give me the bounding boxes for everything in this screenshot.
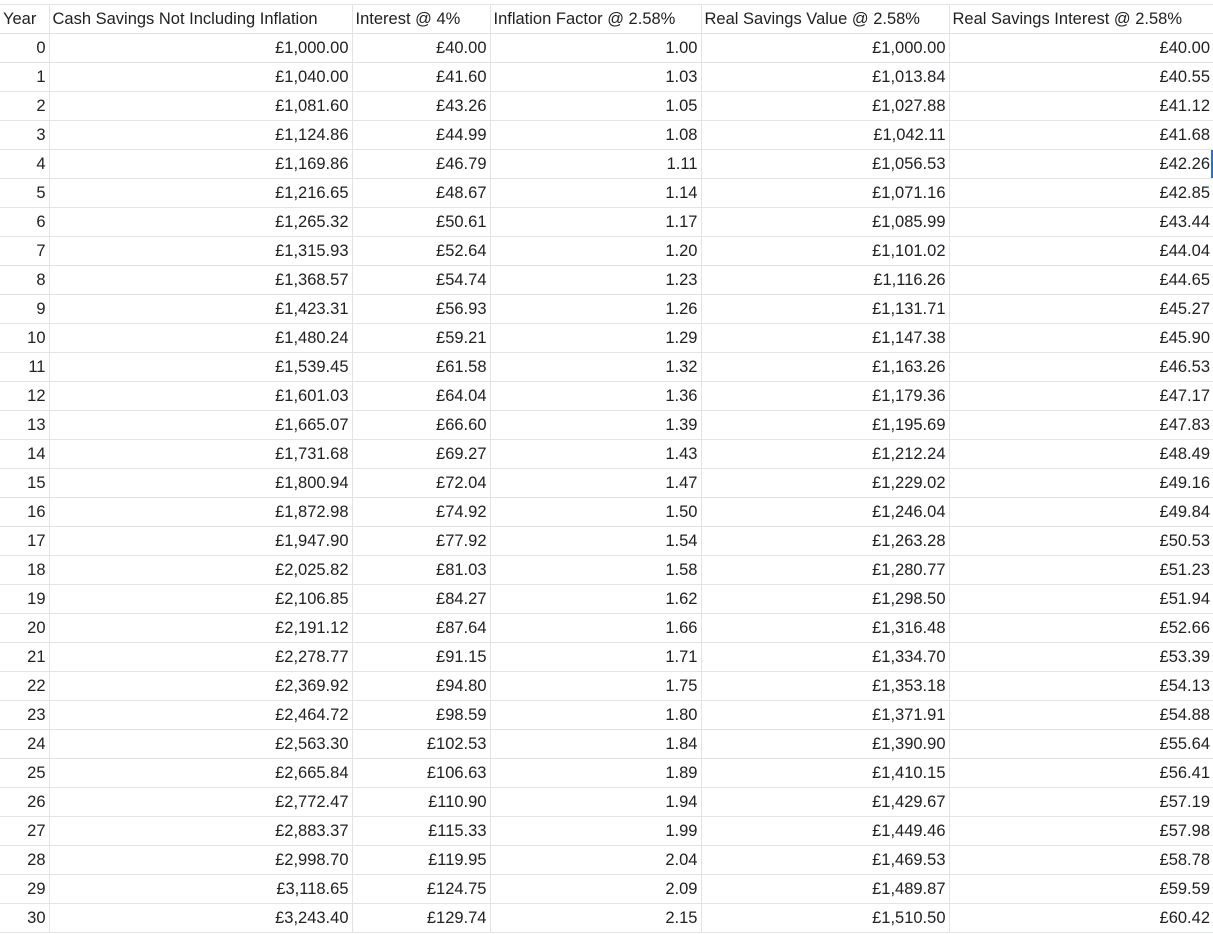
cell-year[interactable]: 7 bbox=[0, 237, 49, 266]
cell-real-savings-interest[interactable]: £47.17 bbox=[949, 382, 1213, 411]
cell-year[interactable]: 30 bbox=[0, 904, 49, 933]
cell-interest[interactable]: £129.74 bbox=[352, 904, 490, 933]
cell-real-savings-value[interactable]: £1,056.53 bbox=[701, 150, 949, 179]
table-row bbox=[0, 498, 1213, 527]
table-row bbox=[0, 440, 1213, 469]
cell-year[interactable]: 11 bbox=[0, 353, 49, 382]
cell-cash-savings[interactable]: £3,118.65 bbox=[49, 875, 352, 904]
cell-real-savings-interest[interactable]: £54.13 bbox=[949, 672, 1213, 701]
table-row bbox=[0, 469, 1213, 498]
cell-cash-savings[interactable]: £1,480.24 bbox=[49, 324, 352, 353]
cell-inflation-factor[interactable]: 1.84 bbox=[490, 730, 701, 759]
cell-real-savings-value[interactable]: £1,013.84 bbox=[701, 63, 949, 92]
header-cell-inflation-factor[interactable]: Inflation Factor @ 2.58% bbox=[490, 5, 701, 34]
cell-real-savings-value[interactable]: £1,334.70 bbox=[701, 643, 949, 672]
cell-real-savings-interest[interactable]: £44.65 bbox=[949, 266, 1213, 295]
cell-interest[interactable]: £48.67 bbox=[352, 179, 490, 208]
table-row bbox=[0, 556, 1213, 585]
cell-real-savings-interest[interactable]: £49.84 bbox=[949, 498, 1213, 527]
cell-year[interactable]: 20 bbox=[0, 614, 49, 643]
cell-interest[interactable]: £74.92 bbox=[352, 498, 490, 527]
cell-year[interactable]: 6 bbox=[0, 208, 49, 237]
cell-real-savings-interest[interactable]: £41.68 bbox=[949, 121, 1213, 150]
cell-real-savings-value[interactable]: £1,229.02 bbox=[701, 469, 949, 498]
cell-year[interactable]: 16 bbox=[0, 498, 49, 527]
cell-interest[interactable]: £54.74 bbox=[352, 266, 490, 295]
cell-cash-savings[interactable]: £1,423.31 bbox=[49, 295, 352, 324]
cell-real-savings-value[interactable]: £1,042.11 bbox=[701, 121, 949, 150]
cell-cash-savings[interactable]: £2,025.82 bbox=[49, 556, 352, 585]
table-row bbox=[0, 672, 1213, 701]
cell-interest[interactable]: £59.21 bbox=[352, 324, 490, 353]
table-row bbox=[0, 759, 1213, 788]
cell-real-savings-value[interactable]: £1,469.53 bbox=[701, 846, 949, 875]
table-row bbox=[0, 92, 1213, 121]
cell-year[interactable]: 1 bbox=[0, 63, 49, 92]
cell-real-savings-interest[interactable]: £51.23 bbox=[949, 556, 1213, 585]
cell-real-savings-interest[interactable]: £46.53 bbox=[949, 353, 1213, 382]
cell-inflation-factor[interactable]: 1.47 bbox=[490, 469, 701, 498]
cell-real-savings-interest[interactable]: £51.94 bbox=[949, 585, 1213, 614]
cell-year[interactable]: 4 bbox=[0, 150, 49, 179]
cell-inflation-factor[interactable]: 2.04 bbox=[490, 846, 701, 875]
cell-interest[interactable]: £46.79 bbox=[352, 150, 490, 179]
cell-cash-savings[interactable]: £1,265.32 bbox=[49, 208, 352, 237]
cell-real-savings-value[interactable]: £1,101.02 bbox=[701, 237, 949, 266]
cell-interest[interactable]: £72.04 bbox=[352, 469, 490, 498]
cell-interest[interactable]: £50.61 bbox=[352, 208, 490, 237]
cell-inflation-factor[interactable]: 1.50 bbox=[490, 498, 701, 527]
cell-year[interactable]: 29 bbox=[0, 875, 49, 904]
cell-year[interactable]: 28 bbox=[0, 846, 49, 875]
cell-real-savings-interest[interactable]: £50.53 bbox=[949, 527, 1213, 556]
cell-cash-savings[interactable]: £2,191.12 bbox=[49, 614, 352, 643]
table-row bbox=[0, 904, 1213, 933]
cell-cash-savings[interactable]: £1,800.94 bbox=[49, 469, 352, 498]
table-row bbox=[0, 701, 1213, 730]
cell-real-savings-value[interactable]: £1,390.90 bbox=[701, 730, 949, 759]
table-row bbox=[0, 179, 1213, 208]
cell-real-savings-value[interactable]: £1,071.16 bbox=[701, 179, 949, 208]
cell-interest[interactable]: £77.92 bbox=[352, 527, 490, 556]
cell-year[interactable]: 0 bbox=[0, 34, 49, 63]
cell-inflation-factor[interactable]: 1.05 bbox=[490, 92, 701, 121]
cell-inflation-factor[interactable]: 1.75 bbox=[490, 672, 701, 701]
cell-inflation-factor[interactable]: 1.62 bbox=[490, 585, 701, 614]
cell-real-savings-value[interactable]: £1,510.50 bbox=[701, 904, 949, 933]
cell-real-savings-value[interactable]: £1,131.71 bbox=[701, 295, 949, 324]
table-row bbox=[0, 324, 1213, 353]
table-row bbox=[0, 846, 1213, 875]
cell-interest[interactable]: £84.27 bbox=[352, 585, 490, 614]
header-cell-interest[interactable]: Interest @ 4% bbox=[352, 5, 490, 34]
table-row bbox=[0, 643, 1213, 672]
cell-cash-savings[interactable]: £2,563.30 bbox=[49, 730, 352, 759]
cell-year[interactable]: 12 bbox=[0, 382, 49, 411]
cell-real-savings-value[interactable]: £1,000.00 bbox=[701, 34, 949, 63]
cell-cash-savings[interactable]: £2,998.70 bbox=[49, 846, 352, 875]
cell-interest[interactable]: £61.58 bbox=[352, 353, 490, 382]
cell-inflation-factor[interactable]: 1.17 bbox=[490, 208, 701, 237]
cell-real-savings-interest[interactable]: £54.88 bbox=[949, 701, 1213, 730]
cell-cash-savings[interactable]: £1,315.93 bbox=[49, 237, 352, 266]
cell-real-savings-interest[interactable]: £42.85 bbox=[949, 179, 1213, 208]
cell-cash-savings[interactable]: £1,947.90 bbox=[49, 527, 352, 556]
cell-real-savings-interest[interactable]: £45.27 bbox=[949, 295, 1213, 324]
cell-cash-savings[interactable]: £2,772.47 bbox=[49, 788, 352, 817]
header-cell-real-savings-value[interactable]: Real Savings Value @ 2.58% bbox=[701, 5, 949, 34]
cell-real-savings-value[interactable]: £1,280.77 bbox=[701, 556, 949, 585]
cell-interest[interactable]: £91.15 bbox=[352, 643, 490, 672]
cell-cash-savings[interactable]: £1,000.00 bbox=[49, 34, 352, 63]
cell-cash-savings[interactable]: £2,665.84 bbox=[49, 759, 352, 788]
cell-cash-savings[interactable]: £1,665.07 bbox=[49, 411, 352, 440]
data-rows bbox=[0, 34, 1213, 933]
cell-year[interactable]: 5 bbox=[0, 179, 49, 208]
table-row bbox=[0, 527, 1213, 556]
cell-real-savings-value[interactable]: £1,371.91 bbox=[701, 701, 949, 730]
cell-real-savings-value[interactable]: £1,316.48 bbox=[701, 614, 949, 643]
cell-real-savings-value[interactable]: £1,429.67 bbox=[701, 788, 949, 817]
cell-inflation-factor[interactable]: 1.11 bbox=[490, 150, 701, 179]
cell-inflation-factor[interactable]: 1.39 bbox=[490, 411, 701, 440]
table-row bbox=[0, 411, 1213, 440]
cell-year[interactable]: 21 bbox=[0, 643, 49, 672]
cell-inflation-factor[interactable]: 2.09 bbox=[490, 875, 701, 904]
cell-real-savings-value[interactable]: £1,147.38 bbox=[701, 324, 949, 353]
cell-interest[interactable]: £102.53 bbox=[352, 730, 490, 759]
cell-real-savings-interest[interactable]: £43.44 bbox=[949, 208, 1213, 237]
cell-real-savings-interest[interactable]: £59.59 bbox=[949, 875, 1213, 904]
cell-real-savings-value[interactable]: £1,353.18 bbox=[701, 672, 949, 701]
header-cell-year[interactable]: Year bbox=[0, 5, 49, 34]
cell-real-savings-value[interactable]: £1,195.69 bbox=[701, 411, 949, 440]
table-row bbox=[0, 150, 1213, 179]
cell-inflation-factor[interactable]: 1.80 bbox=[490, 701, 701, 730]
cell-real-savings-interest[interactable]: £57.98 bbox=[949, 817, 1213, 846]
cell-interest[interactable]: £98.59 bbox=[352, 701, 490, 730]
cell-inflation-factor[interactable]: 1.20 bbox=[490, 237, 701, 266]
cell-inflation-factor[interactable]: 1.54 bbox=[490, 527, 701, 556]
cell-real-savings-interest[interactable]: £56.41 bbox=[949, 759, 1213, 788]
cell-real-savings-interest[interactable]: £40.00 bbox=[949, 34, 1213, 63]
cell-year[interactable]: 18 bbox=[0, 556, 49, 585]
table-row bbox=[0, 208, 1213, 237]
spreadsheet-grid bbox=[0, 4, 1213, 933]
cell-real-savings-value[interactable]: £1,263.28 bbox=[701, 527, 949, 556]
cell-cash-savings[interactable]: £2,369.92 bbox=[49, 672, 352, 701]
cell-real-savings-interest[interactable]: £41.12 bbox=[949, 92, 1213, 121]
cell-inflation-factor[interactable]: 1.66 bbox=[490, 614, 701, 643]
cell-real-savings-interest[interactable]: £58.78 bbox=[949, 846, 1213, 875]
cell-year[interactable]: 15 bbox=[0, 469, 49, 498]
cell-real-savings-value[interactable]: £1,116.26 bbox=[701, 266, 949, 295]
cell-real-savings-value[interactable]: £1,163.26 bbox=[701, 353, 949, 382]
cell-cash-savings[interactable]: £1,872.98 bbox=[49, 498, 352, 527]
cell-real-savings-value[interactable]: £1,179.36 bbox=[701, 382, 949, 411]
cell-interest[interactable]: £106.63 bbox=[352, 759, 490, 788]
cell-real-savings-interest[interactable]: £49.16 bbox=[949, 469, 1213, 498]
cell-year[interactable]: 2 bbox=[0, 92, 49, 121]
cell-inflation-factor[interactable]: 1.89 bbox=[490, 759, 701, 788]
cell-cash-savings[interactable]: £1,216.65 bbox=[49, 179, 352, 208]
cell-real-savings-interest[interactable]: £53.39 bbox=[949, 643, 1213, 672]
cell-interest[interactable]: £87.64 bbox=[352, 614, 490, 643]
cell-interest[interactable]: £41.60 bbox=[352, 63, 490, 92]
cell-cash-savings[interactable]: £2,883.37 bbox=[49, 817, 352, 846]
cell-cash-savings[interactable]: £1,601.03 bbox=[49, 382, 352, 411]
cell-real-savings-interest[interactable]: £48.49 bbox=[949, 440, 1213, 469]
cell-interest[interactable]: £56.93 bbox=[352, 295, 490, 324]
cell-inflation-factor[interactable]: 1.08 bbox=[490, 121, 701, 150]
cell-real-savings-value[interactable]: £1,085.99 bbox=[701, 208, 949, 237]
cell-year[interactable]: 17 bbox=[0, 527, 49, 556]
cell-interest[interactable]: £40.00 bbox=[352, 34, 490, 63]
cell-interest[interactable]: £115.33 bbox=[352, 817, 490, 846]
cell-inflation-factor[interactable]: 1.99 bbox=[490, 817, 701, 846]
cell-real-savings-interest[interactable]: £45.90 bbox=[949, 324, 1213, 353]
table-row bbox=[0, 237, 1213, 266]
cell-year[interactable]: 8 bbox=[0, 266, 49, 295]
table-row bbox=[0, 266, 1213, 295]
table-row bbox=[0, 585, 1213, 614]
cell-year[interactable]: 27 bbox=[0, 817, 49, 846]
cell-year[interactable]: 3 bbox=[0, 121, 49, 150]
cell-interest[interactable]: £94.80 bbox=[352, 672, 490, 701]
table-row bbox=[0, 353, 1213, 382]
cell-year[interactable]: 14 bbox=[0, 440, 49, 469]
cell-interest[interactable]: £66.60 bbox=[352, 411, 490, 440]
cell-inflation-factor[interactable]: 1.14 bbox=[490, 179, 701, 208]
cell-year[interactable]: 19 bbox=[0, 585, 49, 614]
table-row bbox=[0, 34, 1213, 63]
cell-real-savings-interest[interactable]: £55.64 bbox=[949, 730, 1213, 759]
cell-cash-savings[interactable]: £2,106.85 bbox=[49, 585, 352, 614]
cell-interest[interactable]: £64.04 bbox=[352, 382, 490, 411]
cell-cash-savings[interactable]: £2,278.77 bbox=[49, 643, 352, 672]
cell-cash-savings[interactable]: £1,368.57 bbox=[49, 266, 352, 295]
cell-inflation-factor[interactable]: 1.32 bbox=[490, 353, 701, 382]
cell-year[interactable]: 9 bbox=[0, 295, 49, 324]
cell-inflation-factor[interactable]: 1.03 bbox=[490, 63, 701, 92]
cell-real-savings-interest[interactable]: £42.26 bbox=[949, 150, 1213, 179]
table-row bbox=[0, 121, 1213, 150]
cell-real-savings-value[interactable]: £1,027.88 bbox=[701, 92, 949, 121]
table-row bbox=[0, 875, 1213, 904]
cell-inflation-factor[interactable]: 1.71 bbox=[490, 643, 701, 672]
cell-inflation-factor[interactable]: 1.94 bbox=[490, 788, 701, 817]
table-row bbox=[0, 817, 1213, 846]
cell-interest[interactable]: £43.26 bbox=[352, 92, 490, 121]
table-row bbox=[0, 295, 1213, 324]
cell-year[interactable]: 10 bbox=[0, 324, 49, 353]
cell-real-savings-interest[interactable]: £47.83 bbox=[949, 411, 1213, 440]
cell-year[interactable]: 26 bbox=[0, 788, 49, 817]
cell-interest[interactable]: £119.95 bbox=[352, 846, 490, 875]
cell-real-savings-interest[interactable]: £52.66 bbox=[949, 614, 1213, 643]
cell-cash-savings[interactable]: £1,124.86 bbox=[49, 121, 352, 150]
cell-year[interactable]: 25 bbox=[0, 759, 49, 788]
cell-real-savings-value[interactable]: £1,489.87 bbox=[701, 875, 949, 904]
cell-inflation-factor[interactable]: 1.00 bbox=[490, 34, 701, 63]
cell-interest[interactable]: £52.64 bbox=[352, 237, 490, 266]
cell-cash-savings[interactable]: £1,169.86 bbox=[49, 150, 352, 179]
cell-real-savings-value[interactable]: £1,212.24 bbox=[701, 440, 949, 469]
header-cell-cash-savings[interactable]: Cash Savings Not Including Inflation bbox=[49, 5, 352, 34]
table-row bbox=[0, 730, 1213, 759]
cell-inflation-factor[interactable]: 1.58 bbox=[490, 556, 701, 585]
table-row bbox=[0, 63, 1213, 92]
cell-real-savings-interest[interactable]: £40.55 bbox=[949, 63, 1213, 92]
cell-inflation-factor[interactable]: 1.36 bbox=[490, 382, 701, 411]
cell-interest[interactable]: £69.27 bbox=[352, 440, 490, 469]
cell-real-savings-value[interactable]: £1,298.50 bbox=[701, 585, 949, 614]
cell-cash-savings[interactable]: £1,081.60 bbox=[49, 92, 352, 121]
cell-cash-savings[interactable]: £2,464.72 bbox=[49, 701, 352, 730]
cell-interest[interactable]: £124.75 bbox=[352, 875, 490, 904]
cell-inflation-factor[interactable]: 1.23 bbox=[490, 266, 701, 295]
cell-cash-savings[interactable]: £1,539.45 bbox=[49, 353, 352, 382]
cell-inflation-factor[interactable]: 1.43 bbox=[490, 440, 701, 469]
cell-interest[interactable]: £81.03 bbox=[352, 556, 490, 585]
cell-interest[interactable]: £110.90 bbox=[352, 788, 490, 817]
cell-inflation-factor[interactable]: 2.15 bbox=[490, 904, 701, 933]
cell-real-savings-interest[interactable]: £60.42 bbox=[949, 904, 1213, 933]
cell-real-savings-interest[interactable]: £44.04 bbox=[949, 237, 1213, 266]
cell-cash-savings[interactable]: £3,243.40 bbox=[49, 904, 352, 933]
cell-cash-savings[interactable]: £1,731.68 bbox=[49, 440, 352, 469]
header-row bbox=[0, 5, 1213, 34]
cell-real-savings-value[interactable]: £1,246.04 bbox=[701, 498, 949, 527]
cell-year[interactable]: 24 bbox=[0, 730, 49, 759]
cell-real-savings-value[interactable]: £1,449.46 bbox=[701, 817, 949, 846]
cell-year[interactable]: 22 bbox=[0, 672, 49, 701]
cell-year[interactable]: 13 bbox=[0, 411, 49, 440]
table-row bbox=[0, 788, 1213, 817]
cell-inflation-factor[interactable]: 1.29 bbox=[490, 324, 701, 353]
cell-cash-savings[interactable]: £1,040.00 bbox=[49, 63, 352, 92]
cell-inflation-factor[interactable]: 1.26 bbox=[490, 295, 701, 324]
table-row bbox=[0, 614, 1213, 643]
header-cell-real-savings-interest[interactable]: Real Savings Interest @ 2.58% bbox=[949, 5, 1213, 34]
table-row bbox=[0, 382, 1213, 411]
cell-year[interactable]: 23 bbox=[0, 701, 49, 730]
cell-interest[interactable]: £44.99 bbox=[352, 121, 490, 150]
cell-real-savings-interest[interactable]: £57.19 bbox=[949, 788, 1213, 817]
cell-real-savings-value[interactable]: £1,410.15 bbox=[701, 759, 949, 788]
